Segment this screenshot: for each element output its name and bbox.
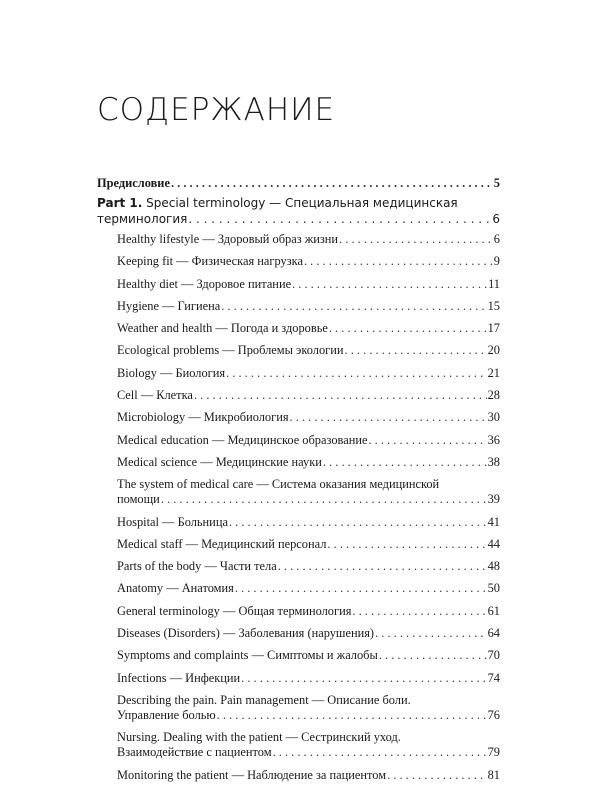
toc-page-number: 20 xyxy=(487,343,500,358)
toc-entry-label: Hygiene — Гигиена xyxy=(117,298,221,313)
toc-page-number: 6 xyxy=(492,212,500,226)
toc-entry[interactable] xyxy=(117,581,500,596)
toc-entry[interactable] xyxy=(117,366,500,381)
dot-leader xyxy=(379,648,487,663)
toc-page-number: 44 xyxy=(487,536,500,551)
toc-entry-label-line1: Nursing. Dealing with the patient — Сестринский уход. xyxy=(117,730,401,745)
part-title-line1: Special terminology — Специальная медицинская xyxy=(142,196,458,210)
toc-page-number: 38 xyxy=(487,454,500,469)
toc-entry[interactable] xyxy=(117,693,500,723)
toc-entry-label: Управление болью xyxy=(117,707,216,722)
part-prefix: Part 1. xyxy=(97,196,143,210)
toc-entry[interactable] xyxy=(117,768,500,783)
dot-leader xyxy=(375,626,487,641)
toc-page-number: 79 xyxy=(487,745,500,760)
toc-entry[interactable] xyxy=(117,232,500,247)
toc-entry-label: Weather and health — Погода и здоровье xyxy=(117,321,328,336)
dot-leader xyxy=(229,515,487,530)
toc-entry-label: General terminology — Общая терминология xyxy=(117,603,352,618)
dot-leader xyxy=(273,745,487,760)
dot-leader xyxy=(387,768,487,783)
toc-page-number: 48 xyxy=(487,559,500,574)
toc-entry[interactable] xyxy=(117,299,500,314)
dot-leader xyxy=(304,254,493,269)
dot-leader xyxy=(241,671,486,686)
toc-entry-label-line1: Describing the pain. Pain management — Описание боли. xyxy=(117,692,411,707)
toc-entry[interactable] xyxy=(117,254,500,269)
toc-page-number: 39 xyxy=(487,492,500,507)
dot-leader xyxy=(161,492,487,507)
toc-page-number: 74 xyxy=(487,670,500,685)
toc-page-number: 30 xyxy=(487,410,500,425)
toc-page-number: 70 xyxy=(487,648,500,663)
toc-entry-label: Hospital — Больница xyxy=(117,514,228,529)
toc-page-number: 11 xyxy=(488,276,500,291)
toc-entry[interactable] xyxy=(117,343,500,358)
toc-entry-label: Keeping fit — Физическая нагрузка xyxy=(117,254,303,269)
toc-entry[interactable] xyxy=(117,321,500,336)
dot-leader xyxy=(345,343,487,358)
toc-page-number: 61 xyxy=(487,603,500,618)
toc-entry-label: Medical science — Медицинские науки xyxy=(117,454,322,469)
part-title-line2: терминология xyxy=(97,212,188,226)
toc-section-entries xyxy=(97,232,500,783)
toc-entry-label: Parts of the body — Части тела xyxy=(117,559,277,574)
dot-leader xyxy=(221,299,486,314)
toc-entry[interactable] xyxy=(117,410,500,425)
toc-page-number: 21 xyxy=(487,365,500,380)
toc-entry-label: Healthy diet — Здоровое питание xyxy=(117,276,292,291)
toc-entry-label: Diseases (Disorders) — Заболевания (нарушения) xyxy=(117,626,375,641)
toc-page-number: 17 xyxy=(487,321,500,336)
toc-page-number: 28 xyxy=(487,388,500,403)
toc-entry-label: Monitoring the patient — Наблюдение за пациентом xyxy=(117,767,387,782)
dot-leader xyxy=(217,708,487,723)
toc-entry-label: Healthy lifestyle — Здоровый образ жизни xyxy=(117,232,339,246)
toc-entry[interactable] xyxy=(117,515,500,530)
toc-page-number: 76 xyxy=(487,707,500,722)
dot-leader xyxy=(278,559,487,574)
dot-leader xyxy=(290,410,487,425)
toc-entry-label: Microbiology — Микробиология xyxy=(117,410,289,425)
toc-entry-label: Symptoms and complaints — Симптомы и жалобы xyxy=(117,648,378,663)
toc-entry[interactable] xyxy=(117,671,500,686)
toc-entry-part1[interactable] xyxy=(97,196,500,227)
toc-entry[interactable] xyxy=(117,559,500,574)
toc-entry[interactable] xyxy=(117,648,500,663)
dot-leader xyxy=(226,366,487,381)
toc-page-number: 5 xyxy=(493,176,500,190)
toc-entry-label: Medical staff — Медицинский персонал xyxy=(117,536,327,551)
toc-page-number: 50 xyxy=(487,581,500,596)
toc-entry[interactable] xyxy=(117,730,500,760)
dot-leader xyxy=(352,604,486,619)
dot-leader xyxy=(329,321,487,336)
toc-entry[interactable] xyxy=(117,455,500,470)
toc-entry-label: помощи xyxy=(117,492,160,507)
toc-entry[interactable] xyxy=(117,433,500,448)
toc-page-number: 41 xyxy=(487,514,500,529)
page-title: СОДЕРЖАНИЕ xyxy=(97,92,336,128)
dot-leader xyxy=(323,455,487,470)
toc-entry-label: Взаимодействие с пациентом xyxy=(117,745,272,760)
toc-entry[interactable] xyxy=(117,604,500,619)
toc-page-number: 81 xyxy=(487,767,500,782)
toc-entry-label: Anatomy — Анатомия xyxy=(117,581,234,596)
toc-page-number: 36 xyxy=(487,432,500,447)
toc-entry-label: Medical education — Медицинское образование xyxy=(117,432,368,447)
toc-entry[interactable] xyxy=(117,277,500,292)
toc-entry-label: Cell — Клетка xyxy=(117,388,193,403)
table-of-contents xyxy=(97,176,500,790)
dot-leader xyxy=(368,433,486,448)
dot-leader xyxy=(327,537,486,552)
toc-entry[interactable] xyxy=(117,626,500,641)
toc-entry-preface[interactable] xyxy=(97,176,500,191)
dot-leader xyxy=(188,212,491,227)
toc-entry-label: Ecological problems — Проблемы экологии xyxy=(117,343,344,358)
toc-entry-label: Biology — Биология xyxy=(117,365,226,380)
toc-entry-label: Infections — Инфекции xyxy=(117,670,241,685)
toc-entry-label: Предисловие xyxy=(97,176,170,190)
toc-entry-label-line1: The system of medical care — Система оказания медицинской xyxy=(117,477,440,492)
toc-entry[interactable] xyxy=(117,477,500,507)
dot-leader xyxy=(339,232,493,247)
dot-leader xyxy=(235,581,487,596)
toc-page-number: 15 xyxy=(487,298,500,313)
toc-page-number: 6 xyxy=(493,232,500,246)
toc-page-number: 9 xyxy=(493,254,500,269)
dot-leader xyxy=(194,388,487,403)
toc-entry[interactable] xyxy=(117,537,500,552)
dot-leader xyxy=(171,176,493,191)
dot-leader xyxy=(292,277,487,292)
toc-entry[interactable] xyxy=(117,388,500,403)
toc-page-number: 64 xyxy=(487,626,500,641)
